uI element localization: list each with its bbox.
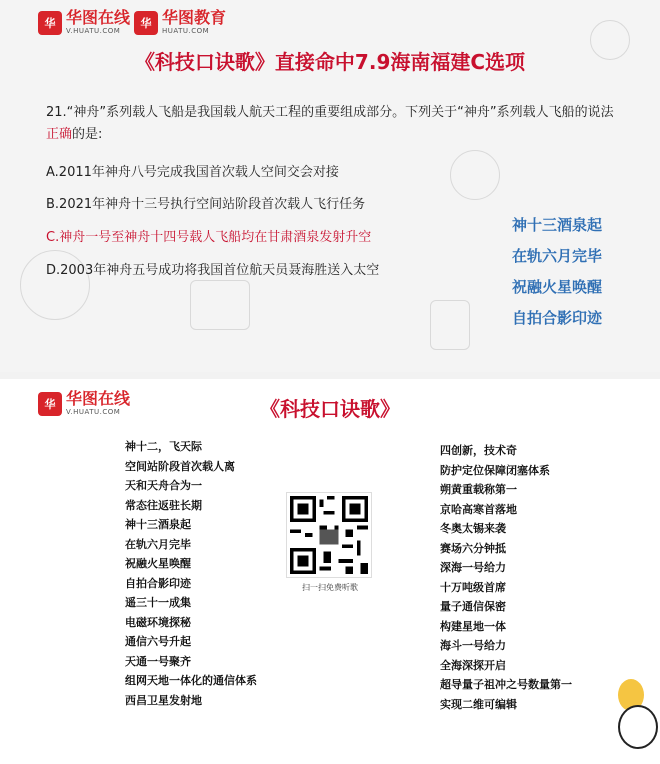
huatu-education-logo (134, 10, 226, 35)
song-line: 神十三酒泉起 (125, 518, 191, 531)
logo-sub: V.HUATU.COM (66, 408, 121, 416)
logo-sub: HUATU.COM (162, 27, 210, 35)
song-line: 朔黄重载称第一 (440, 483, 517, 496)
song-line: 通信六号升起 (125, 635, 191, 648)
slide1-title: 《科技口诀歌》直接命中7.9海南福建C选项 (134, 50, 526, 74)
song-line: 冬奥太锡来袭 (440, 522, 506, 535)
option-d: D.2003年神舟五号成功将我国首位航天员聂海胜送入太空 (46, 263, 380, 278)
song-line: 十万吨级首席 (440, 580, 506, 594)
song-line: 祝融火星唤醒 (125, 557, 191, 570)
song-left-column (125, 437, 257, 710)
song-line: 防护定位保障闭塞体系 (440, 463, 550, 477)
option-a: A.2011年神舟八号完成我国首次载人空间交会对接 (46, 165, 339, 180)
huatu-logo-icon: 华 (134, 11, 158, 35)
logo-sub: V.HUATU.COM (66, 27, 121, 35)
song-line: 全海深探开启 (440, 658, 506, 672)
qr-code-icon (290, 496, 368, 574)
song-line: 西昌卫星发射地 (125, 693, 202, 707)
song-line: 空间站阶段首次载人离 (125, 459, 235, 473)
huatu-logo-icon: 华 (38, 11, 62, 35)
song-line: 京哈高寒首落地 (440, 502, 517, 516)
mnemonic-line: 神十三酒泉起 (512, 216, 603, 234)
logo-name: 华图在线 (66, 8, 131, 27)
slide-song (0, 379, 660, 764)
song-line: 天和天舟合为一 (125, 479, 202, 492)
song-line: 组网天地一体化的通信体系 (125, 674, 257, 687)
huatu-online-logo (38, 10, 130, 35)
mnemonic-line: 祝融火星唤醒 (512, 278, 603, 296)
option-c-correct: C.神舟一号至神舟十四号载人飞船均在甘肃酒泉发射升空 (46, 230, 372, 245)
logo-name: 华图教育 (162, 8, 227, 27)
song-line: 超导量子祖冲之号数量第一 (440, 678, 572, 691)
option-b: B.2021年神舟十三号执行空间站阶段首次载人飞行任务 (46, 197, 366, 212)
huatu-logo-icon: 华 (38, 392, 62, 416)
song-line: 四创新，技术奇 (440, 444, 517, 457)
logo-name: 华图在线 (66, 389, 131, 408)
song-line: 量子通信保密 (440, 600, 506, 613)
song-line: 深海一号给力 (440, 561, 506, 574)
song-line: 遥三十一成集 (125, 596, 191, 609)
song-line: 实现二维可编辑 (440, 697, 517, 711)
song-line: 在轨六月完毕 (125, 537, 191, 551)
qr-code[interactable] (286, 492, 372, 578)
mascot-icon (618, 705, 658, 749)
song-line: 赛场六分钟抵 (440, 541, 506, 555)
question-keyword: 正确 (46, 127, 73, 142)
song-line: 自拍合影印迹 (125, 576, 191, 590)
song-line: 常态往返驻长期 (125, 498, 202, 512)
question-stem (46, 102, 626, 146)
mnemonic-box (512, 210, 642, 334)
song-line: 神十二，飞天际 (125, 440, 202, 453)
song-right-column (440, 441, 572, 714)
question-stem-after: 的是: (72, 127, 103, 142)
doodle-book-decoration (190, 280, 250, 330)
song-line: 海斗一号给力 (440, 639, 506, 652)
song-line: 构建星地一体 (440, 619, 506, 633)
slide-question (0, 0, 660, 372)
song-line: 天通一号聚齐 (125, 654, 191, 668)
song-line: 电磁环境探秘 (125, 615, 191, 629)
slide2-title: 《科技口诀歌》 (260, 397, 400, 421)
doodle-notebook-decoration (430, 300, 470, 350)
qr-caption: 扫一扫免费听歌 (302, 583, 358, 592)
mnemonic-line: 自拍合影印迹 (512, 309, 603, 327)
doodle-globe-decoration (450, 150, 500, 200)
mnemonic-line: 在轨六月完毕 (512, 247, 603, 265)
question-stem-before: 21.“神舟”系列载人飞船是我国载人航天工程的重要组成部分。下列关于“神舟”系列载人飞船的说法 (46, 105, 614, 120)
